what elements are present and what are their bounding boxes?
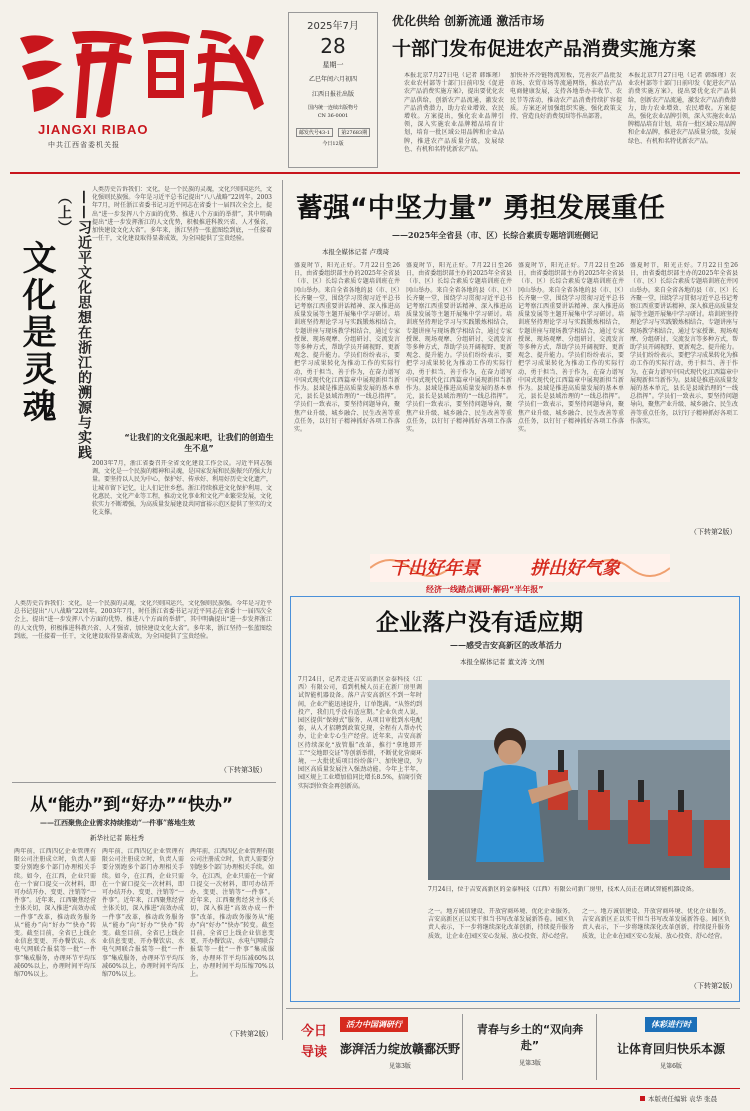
date-lunar: 乙巳年闰六月初四 (308, 76, 357, 83)
main-feature-jump[interactable]: （下转第2版） (690, 528, 737, 536)
banner-subtitle: 经济一线踏点调研·解码“半年报” (426, 585, 544, 594)
bottom-left-jump[interactable]: （下转第2版） (226, 1030, 273, 1038)
date-day: 28 (320, 34, 346, 58)
date-publisher: 江西日报社出版 (311, 91, 354, 98)
half-year-banner (370, 548, 670, 598)
enterprise-subhead: ——感受吉安高新区的改革活力 (450, 640, 562, 650)
bottom-left-body-3: 两年前，江西四亿企业管理有限公司注册成立时，负责人需要分别跑多个部门办理相关手续。如今，在江西，企业只需在一个窗口提交一次材料，即可办结开办、变更、注销等“一件事”。近年来，江西聚焦经营主体关切，深入推进“高效办成一件事”改革，推动政务服务从“能办”向“好办”“快办”转变。截至目前，全省已上线企业信息变更、开办餐饮店、水电气网联合报装等一批“一件事”集成服务，办理环节平均压减60%以上，办理时间平均压缩70%以上。 (190, 848, 274, 979)
top-story-para-3: 本报北京7月27日电（记者 韩维瑾）农业农村部等十部门日前印发《促进农产品消费实施方案》，提出要优化农产品供给，创新农产品流通，激发农产品消费潜力，助力农业增效、农民增收。方案提出，强化农业品牌引领，深入实施农业品牌精品培育计划，培育一批区域公用品牌和企业品牌，推进农产品质量分级，发展绿色、有机和名特优新农产品。 (628, 72, 736, 145)
footer-editor: 本版责任编辑 袁华 张晨 (640, 1094, 717, 1103)
logo-calligraphy-image (12, 14, 280, 130)
footer-rule (10, 1088, 740, 1089)
left-article-body-mid: 2003年7月，浙江省委召开全省文化建设工作会议。习近平同志强调，文化是一个民族的精神和灵魂，是国家发展和民族振兴的强大力量。要坚持以人民为中心，保护好、传承好、利用好历史文化遗产，让城市留下记忆，让人们记住乡愁。浙江持续推进文化保护利用、文化惠民、文化产业等工程，推动文化事业和文化产业繁荣发展，文化软实力不断增强，为高质量发展建设共同富裕示范区提供了坚实的文化支撑。 (92, 460, 272, 517)
left-article-subtitle: ——习近平文化思想在浙江的溯源与实践（上） (56, 190, 92, 460)
guide-item-3-page: 见第6版 (660, 1063, 682, 1070)
masthead-subtitle: 中共江西省委机关报 (48, 141, 120, 149)
left-column-divider (282, 180, 283, 1040)
left-article-body-bottom: 人类历史告诉我们：文化，是一个民族的灵魂，文化兴则国运兴，文化强则民族强。今年是习近平总书记提出“八八战略”22周年。2003年7月，时任浙江省委书记习近平同志在省委十一届四次全会上，提出“进一步发挥八个方面的优势、推进八个方面的举措”，其中明确提出“进一步发挥浙江的人文优势，积极推进科教兴省、人才强省，加快建设文化大省”。多年来，浙江坚持一张蓝图绘到底，一任接着一任干，文化建设取得显著成效，为全国提供了宝贵经验。 (14, 600, 272, 640)
guide-label (290, 1020, 338, 1080)
guide-item-1-tag: 活力中国调研行 (340, 1017, 408, 1032)
main-feature-body-4: 盛夏时节，阳光正好。7月22日至26日，由省委组织部主办的2025年全省县（市、区）长综合素质专题培训班在井冈山举办。来自全省各地的县（市、区）长齐聚一堂，围绕学习贯彻习近平总书记考察江西重要讲话精神、深入推进高质量发展等主题开展集中学习研讨。培训班坚持理论学习与实践锻炼相结合，专题讲座与现场教学相结合，通过专家授课、现场观摩、分组研讨、交流发言等多种方式，帮助学员开阔视野、更新观念、提升能力。学员们纷纷表示，要把学习成果转化为推动工作的实际行动，勇于担当、善于作为，在奋力谱写中国式现代化江西篇章中展现新担当新作为。县域是推进高质量发展的基本单元，县长是县域治理的“一线总指挥”。学员们一致表示，要坚持问题导向，聚焦产业升级、城乡融合、民生改善等重点任务，以钉钉子精神抓好各项工作落实。 (630, 262, 738, 425)
main-feature-byline: 本报全媒体记者 卢璞琦 (322, 248, 390, 256)
banner-right-slogan: 拼出好气象 (530, 558, 620, 579)
guide-item-1-page: 见第3版 (389, 1063, 411, 1070)
top-story-para-1: 本报北京7月27日电（记者 韩维瑾）农业农村部等十部门日前印发《促进农产品消费实施方案》，提出要优化农产品供给，创新农产品流通，激发农产品消费潜力，助力农业增效、农民增收。方案提出，强化农业品牌引领，深入实施农业品牌精品培育计划，培育一批区域公用品牌和企业品牌，推进农产品质量分级，发展绿色、有机和名特优新农产品。 (404, 72, 504, 153)
main-feature-headline: 蓄强“中坚力量” 勇担发展重任 (296, 193, 665, 224)
guide-top-divider (286, 1008, 740, 1009)
left-article-body-top: 人类历史告诉我们：文化，是一个民族的灵魂，文化兴则国运兴，文化强则民族强。今年是习近平总书记提出“八八战略”22周年。2003年7月，时任浙江省委书记习近平同志在省委十一届四次全会上，提出“进一步发挥八个方面的优势、推进八个方面的举措”，其中明确提出“进一步发挥浙江的人文优势，积极推进科教兴省、人才强省，加快建设文化大省”。多年来，浙江坚持一张蓝图绘到底，一任接着一任干，文化建设取得显著成效，为全国提供了宝贵经验。 (92, 186, 272, 243)
guide-item-2-page: 见第3版 (519, 1060, 541, 1067)
top-story-kicker: 优化供给 创新流通 激活市场 (392, 14, 545, 28)
guide-divider-1 (462, 1014, 463, 1080)
enterprise-body-right-1: 之一。地方诚信建设、开放营商环境、优化企业服务，吉安高新区正以实干担当书写改革发展新答卷。园区负责人表示，下一步将继续深化改革创新，持续提升服务质效，让企业在园区安心发展、放心投资、舒心经营。 (428, 908, 574, 940)
guide-item-1[interactable] (340, 1012, 460, 1082)
guide-item-1-headline: 澎湃活力绽放赣鄱沃野 (340, 1042, 461, 1056)
date-box (288, 12, 378, 168)
guide-item-3-headline: 让体育回归快乐本源 (616, 1042, 725, 1056)
date-code-2: CN 36-0001 (317, 113, 349, 119)
guide-item-2-headline: 青春与乡土的“双向奔赴” (476, 1023, 584, 1052)
top-story-para-2: 加快补齐冷链物流短板，完善农产品批发市场、农贸市场等流通网络，推动农产品电商健康发展，支持各地举办丰收节、农民节等活动，推动农产品消费持续扩容提质。方案还对加强组织实施、强化政策支持、营造良好消费氛围等作出部署。 (510, 72, 622, 121)
main-feature-subhead: ——2025年全省县（市、区）长综合素质专题培训班侧记 (392, 230, 599, 240)
main-feature-body-2: 盛夏时节，阳光正好。7月22日至26日，由省委组织部主办的2025年全省县（市、区）长综合素质专题培训班在井冈山举办。来自全省各地的县（市、区）长齐聚一堂，围绕学习贯彻习近平总书记考察江西重要讲话精神、深入推进高质量发展等主题开展集中学习研讨。培训班坚持理论学习与实践锻炼相结合，专题讲座与现场教学相结合，通过专家授课、现场观摩、分组研讨、交流发言等多种方式，帮助学员开阔视野、更新观念、提升能力。学员们纷纷表示，要把学习成果转化为推动工作的实际行动，勇于担当、善于作为，在奋力谱写中国式现代化江西篇章中展现新担当新作为。县域是推进高质量发展的基本单元，县长是县域治理的“一线总指挥”。学员们一致表示，要坚持问题导向，聚焦产业升级、城乡融合、民生改善等重点任务，以钉钉子精神抓好各项工作落实。 (406, 262, 512, 434)
masthead-divider (10, 172, 740, 174)
enterprise-headline: 企业落户没有适应期 (376, 610, 583, 636)
date-code-4: 第27683期 (338, 128, 370, 137)
date-code-5: 今日12版 (322, 141, 344, 147)
enterprise-jump[interactable]: （下转第2版） (690, 982, 737, 990)
left-article-jump[interactable]: （下转第3版） (220, 766, 267, 774)
footer-square-icon (640, 1096, 645, 1101)
left-section-divider (12, 782, 276, 783)
date-code-3: 邮发代号43-1 (296, 128, 333, 137)
bottom-left-headline: 从“能办”到“好办”“快办” (30, 795, 234, 815)
masthead-logo (12, 14, 280, 130)
guide-divider-2 (596, 1014, 597, 1080)
left-article-title: 文化是灵魂 (16, 240, 56, 425)
date-year-month: 2025年7月 (307, 21, 359, 32)
enterprise-photo-caption: 7月24日，位于吉安高新区的金泰科技（江西）有限公司新厂房里，技术人员正在调试智能机器设备。 (428, 886, 698, 893)
date-code-1: 国内统一连续出版物号 (307, 105, 358, 111)
main-feature-body-3: 盛夏时节，阳光正好。7月22日至26日，由省委组织部主办的2025年全省县（市、区）长综合素质专题培训班在井冈山举办。来自全省各地的县（市、区）长齐聚一堂，围绕学习贯彻习近平总书记考察江西重要讲话精神、深入推进高质量发展等主题开展集中学习研讨。培训班坚持理论学习与实践锻炼相结合，专题讲座与现场教学相结合，通过专家授课、现场观摩、分组研讨、交流发言等多种方式，帮助学员开阔视野、更新观念、提升能力。学员们纷纷表示，要把学习成果转化为推动工作的实际行动，勇于担当、善于作为，在奋力谱写中国式现代化江西篇章中展现新担当新作为。县域是推进高质量发展的基本单元，县长是县域治理的“一线总指挥”。学员们一致表示，要坚持问题导向，聚焦产业升级、城乡融合、民生改善等重点任务，以钉钉子精神抓好各项工作落实。 (518, 262, 624, 434)
enterprise-body-right-2: 之一。地方诚信建设、开放营商环境、优化企业服务，吉安高新区正以实干担当书写改革发展新答卷。园区负责人表示，下一步将继续深化改革创新，持续提升服务质效，让企业在园区安心发展、放心投资、舒心经营。 (582, 908, 730, 940)
main-feature-body-1: 盛夏时节，阳光正好。7月22日至26日，由省委组织部主办的2025年全省县（市、区）长综合素质专题培训班在井冈山举办。来自全省各地的县（市、区）长齐聚一堂，围绕学习贯彻习近平总书记考察江西重要讲话精神、深入推进高质量发展等主题开展集中学习研讨。培训班坚持理论学习与实践锻炼相结合，专题讲座与现场教学相结合，通过专家授课、现场观摩、分组研讨、交流发言等多种方式，帮助学员开阔视野、更新观念、提升能力。学员们纷纷表示，要把学习成果转化为推动工作的实际行动，勇于担当、善于作为，在奋力谱写中国式现代化江西篇章中展现新担当新作为。县域是推进高质量发展的基本单元，县长是县域治理的“一线总指挥”。学员们一致表示，要坚持问题导向，聚焦产业升级、城乡融合、民生改善等重点任务，以钉钉子精神抓好各项工作落实。 (294, 262, 400, 434)
date-weekday: 星期一 (322, 61, 344, 69)
top-story-headline: 十部门发布促进农产品消费实施方案 (392, 38, 697, 60)
enterprise-byline: 本报全媒体记者 董文涛 文/图 (460, 658, 545, 666)
factory-worker-photo-image (428, 680, 730, 880)
left-article-quote: “让我们的文化强起来吧，让我们的创造生生不息” (124, 433, 274, 453)
masthead-pinyin: JIANGXI RIBAO (38, 122, 149, 137)
factory-photo (428, 680, 730, 880)
guide-item-3-tag: 体彩进行时 (645, 1017, 697, 1032)
bottom-left-body-1: 两年前，江西四亿企业管理有限公司注册成立时，负责人需要分别跑多个部门办理相关手续。如今，在江西，企业只需在一个窗口提交一次材料，即可办结开办、变更、注销等“一件事”。近年来，江西聚焦经营主体关切，深入推进“高效办成一件事”改革，推动政务服务从“能办”向“好办”“快办”转变。截至目前，全省已上线企业信息变更、开办餐饮店、水电气网联合报装等一批“一件事”集成服务，办理环节平均压减60%以上，办理时间平均压缩70%以上。 (14, 848, 96, 979)
guide-label-top: 今日 (300, 1024, 327, 1039)
enterprise-body-1: 7月24日，记者走进吉安高新区金泰科技（江西）有限公司，看到机械人员正在新厂房里调试智能机器设备。落户吉安高新区不到一年时间，企业产能迅速提升，订单饱满。“从签约到投产，我们几乎没有适应期。”企业负责人说，园区提供“保姆式”服务，从项目审批到水电配套，从人才招聘到政策兑现，全程有人帮办代办，让企业专心生产经营。近年来，吉安高新区持续深化“放管服”改革，推行“拿地即开工”“交地即交证”等创新举措，不断优化营商环境，一大批优质项目纷纷落户、加快建设，为园区高质量发展注入强劲动能。今年上半年，园区规上工业增加值同比增长8.5%，招商引资实际到位资金再创新高。 (298, 676, 422, 790)
bottom-left-subhead: ——江西聚焦企业需求持续推动“一件事”落地生效 (40, 818, 196, 827)
guide-item-2[interactable] (470, 1012, 590, 1082)
guide-item-3[interactable] (604, 1012, 738, 1082)
bottom-left-byline: 新华社记者 陈桂秀 (90, 834, 145, 842)
bottom-left-body-2: 两年前，江西四亿企业管理有限公司注册成立时，负责人需要分别跑多个部门办理相关手续。如今，在江西，企业只需在一个窗口提交一次材料，即可办结开办、变更、注销等“一件事”。近年来，江西聚焦经营主体关切，深入推进“高效办成一件事”改革，推动政务服务从“能办”向“好办”“快办”转变。截至目前，全省已上线企业信息变更、开办餐饮店、水电气网联合报装等一批“一件事”集成服务，办理环节平均压减60%以上，办理时间平均压缩70%以上。 (102, 848, 184, 979)
guide-label-bottom: 导读 (300, 1045, 327, 1060)
banner-left-slogan: 干出好年景 (390, 558, 480, 579)
